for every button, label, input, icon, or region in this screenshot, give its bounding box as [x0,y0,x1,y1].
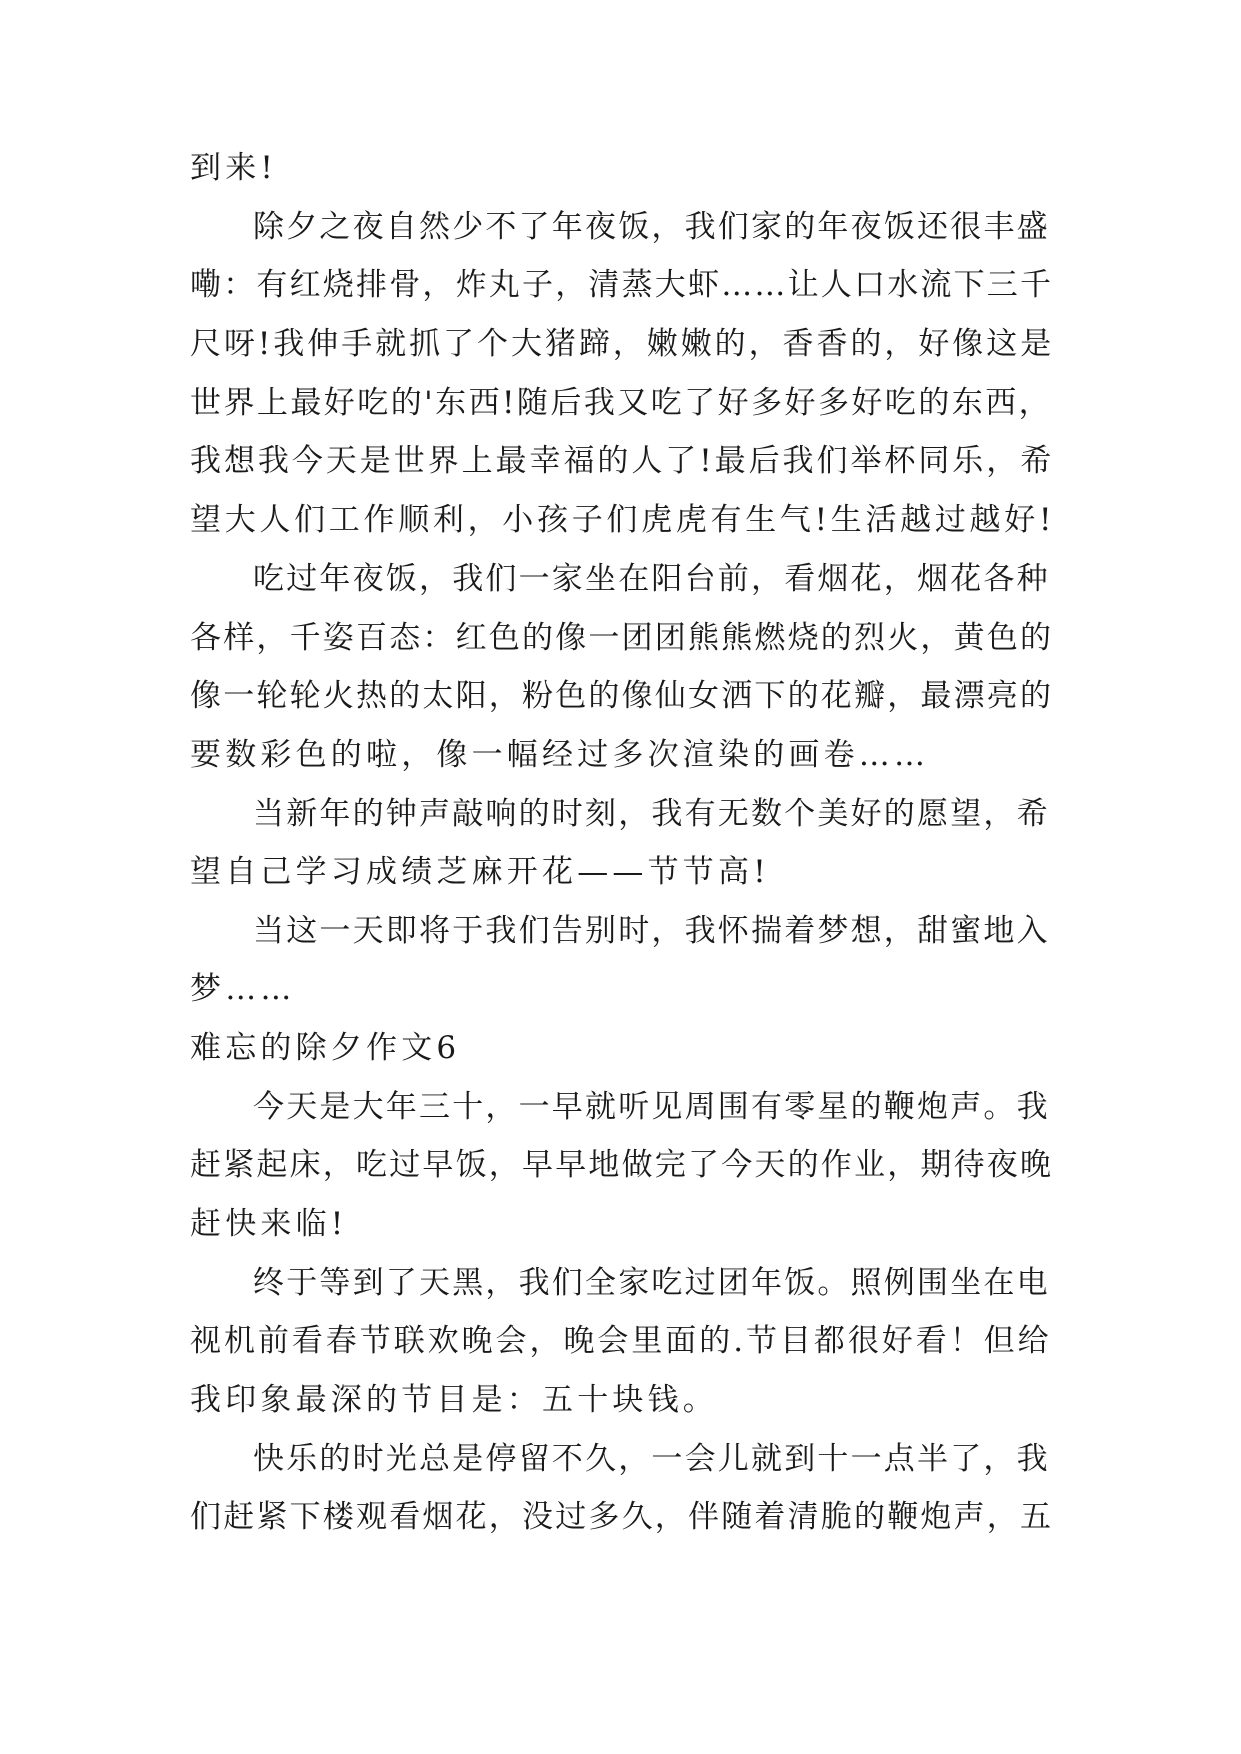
text-line: 视机前看春节联欢晚会，晚会里面的.节目都很好看！但给 [190,1323,1052,1359]
text-line: 当这一天即将于我们告别时，我怀揣着梦想，甜蜜地入 [253,913,1050,949]
text-line: 各样，千姿百态：红色的像一团团熊熊燃烧的烈火，黄色的 [190,620,1054,656]
text-line: 赶快来临! [190,1206,348,1242]
text-line: 除夕之夜自然少不了年夜饭，我们家的年夜饭还很丰盛 [253,209,1050,245]
text-line: 嘞：有红烧排骨，炸丸子，清蒸大虾……让人口水流下三千 [190,267,1054,303]
text-line: 吃过年夜饭，我们一家坐在阳台前，看烟花，烟花各种 [253,561,1050,597]
text-line: 终于等到了天黑，我们全家吃过团年饭。照例围坐在电 [253,1265,1050,1301]
section-heading: 难忘的除夕作文6 [190,1030,461,1066]
text-line: 我想我今天是世界上最幸福的人了!最后我们举杯同乐，希 [190,443,1055,479]
text-line: 快乐的时光总是停留不久，一会儿就到十一点半了，我 [253,1441,1050,1477]
text-line: 今天是大年三十，一早就听见周围有零星的鞭炮声。我 [253,1089,1050,1125]
text-line: 要数彩色的啦，像一幅经过多次渲染的画卷…… [190,737,930,773]
text-line: 望自己学习成绩芝麻开花——节节高! [190,854,770,890]
text-line: 们赶紧下楼观看烟花，没过多久，伴随着清脆的鞭炮声，五 [190,1499,1054,1535]
text-line: 到来! [190,150,278,186]
text-line: 尺呀!我伸手就抓了个大猪蹄，嫩嫩的，香香的，好像这是 [190,326,1055,362]
text-line: 我印象最深的节目是：五十块钱。 [190,1382,718,1418]
text-line: 望大人们工作顺利，小孩子们虎虎有生气!生活越过越好! [190,502,1056,538]
text-line: 梦…… [190,971,296,1007]
text-line: 赶紧起床，吃过早饭，早早地做完了今天的作业，期待夜晚 [190,1147,1054,1183]
text-line: 世界上最好吃的'东西!随后我又吃了好多好多好吃的东西， [190,385,1053,421]
text-line: 像一轮轮火热的太阳，粉色的像仙女洒下的花瓣，最漂亮的 [190,678,1054,714]
text-line: 当新年的钟声敲响的时刻，我有无数个美好的愿望，希 [253,796,1050,832]
